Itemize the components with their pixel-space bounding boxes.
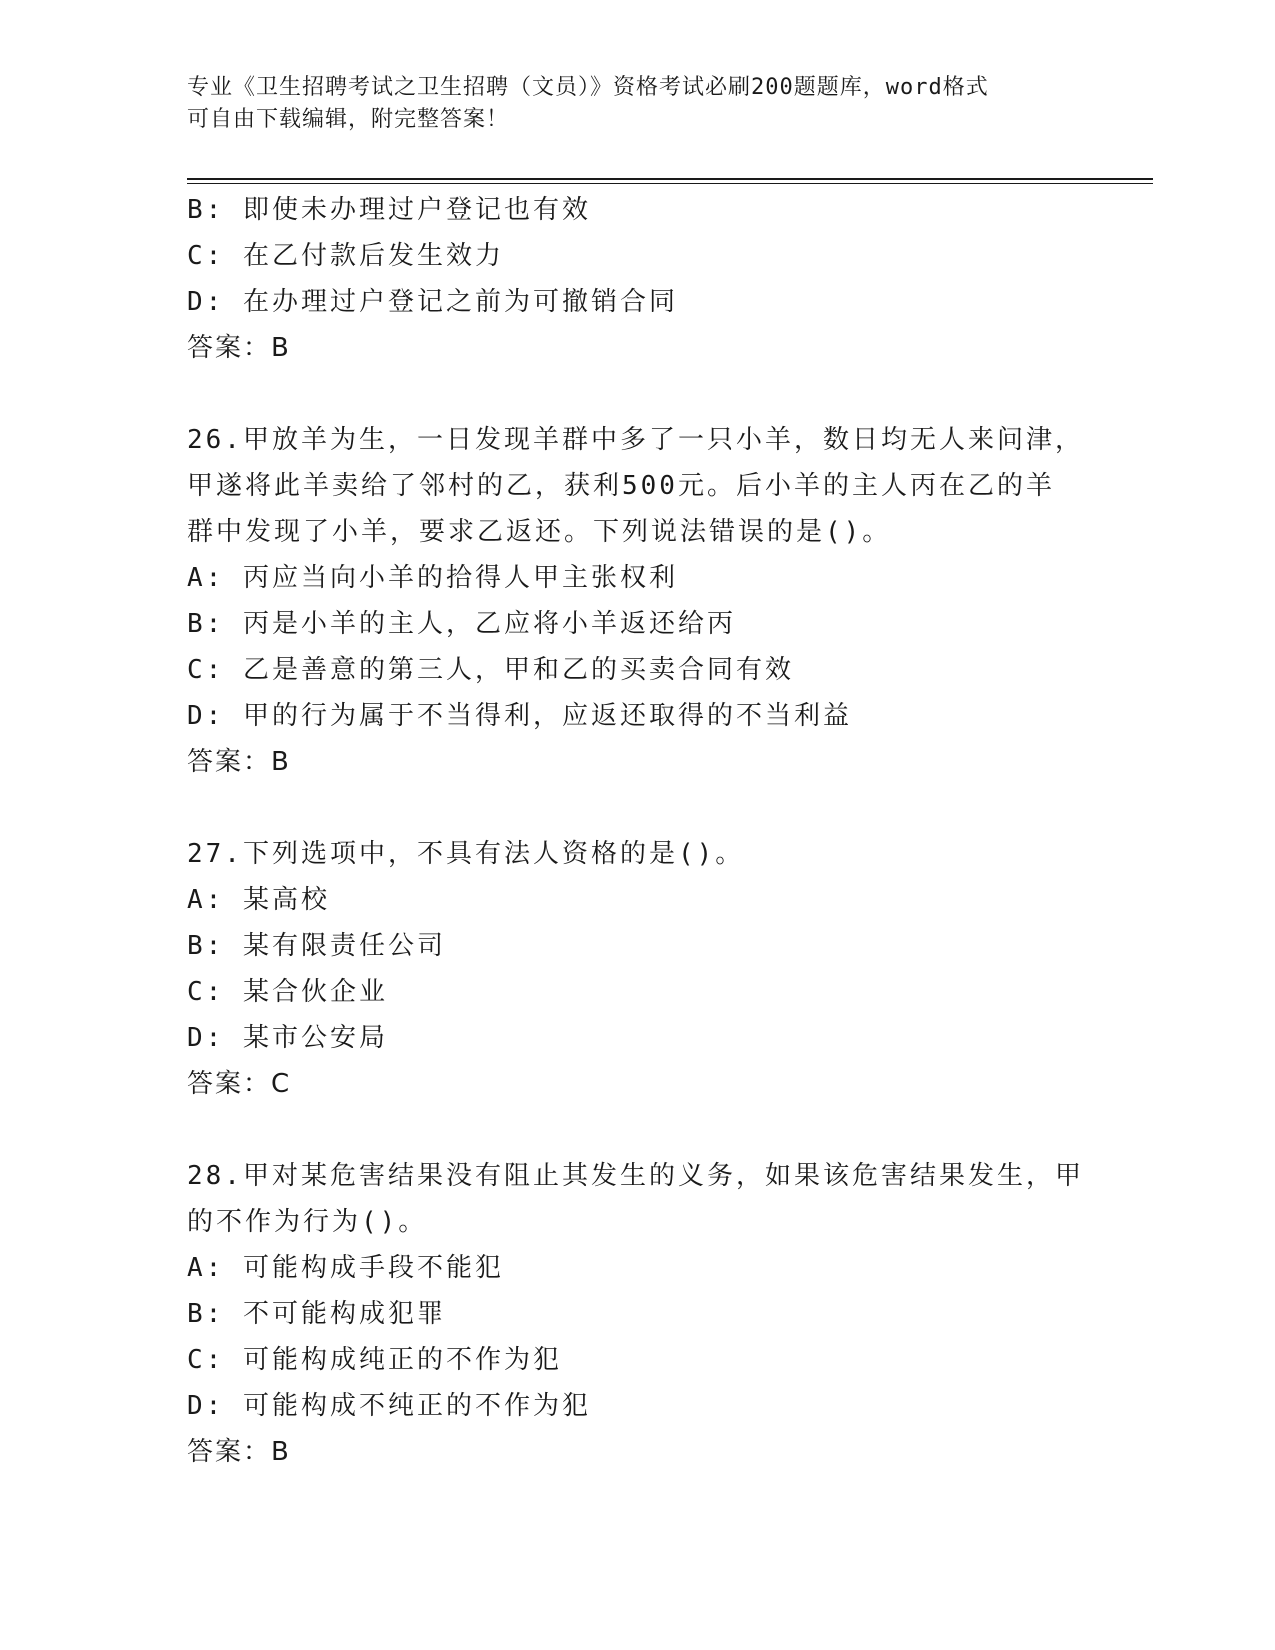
question-27	[187, 831, 1087, 1107]
question-stem-line: 27.下列选项中，不具有法人资格的是()。	[187, 839, 745, 869]
spacer	[187, 371, 1087, 417]
question-stem-line: 26.甲放羊为生，一日发现羊群中多了一只小羊，数日均无人来问津，	[187, 425, 1084, 455]
question-stem-line: 群中发现了小羊，要求乙返还。下列说法错误的是()。	[187, 517, 892, 547]
answer-line: 答案：B	[187, 1437, 291, 1467]
document-header	[187, 72, 1087, 136]
spacer	[187, 785, 1087, 831]
option-b: B: 即使未办理过户登记也有效	[187, 195, 591, 225]
header-divider-thin	[187, 183, 1153, 184]
option-c: C: 乙是善意的第三人，甲和乙的买卖合同有效	[187, 655, 794, 685]
option-c: C: 某合伙企业	[187, 977, 388, 1007]
option-a: A: 可能构成手段不能犯	[187, 1253, 504, 1283]
answer-line: 答案：C	[187, 1069, 292, 1099]
option-d: D: 在办理过户登记之前为可撤销合同	[187, 287, 678, 317]
question-content	[187, 187, 1087, 1475]
spacer	[187, 1107, 1087, 1153]
question-stem-line: 甲遂将此羊卖给了邻村的乙，获利500元。后小羊的主人丙在乙的羊	[187, 471, 1055, 501]
answer-line: 答案：B	[187, 747, 291, 777]
header-divider	[187, 178, 1153, 180]
option-d: D: 某市公安局	[187, 1023, 388, 1053]
header-title-line2: 可自由下载编辑，附完整答案！	[187, 107, 510, 132]
option-b: B: 丙是小羊的主人，乙应将小羊返还给丙	[187, 609, 736, 639]
option-b: B: 某有限责任公司	[187, 931, 446, 961]
option-d: D: 甲的行为属于不当得利，应返还取得的不当利益	[187, 701, 852, 731]
question-28	[187, 1153, 1087, 1475]
option-d: D: 可能构成不纯正的不作为犯	[187, 1391, 591, 1421]
header-title-line1: 专业《卫生招聘考试之卫生招聘（文员）》资格考试必刷200题题库，word格式	[187, 75, 989, 100]
option-b: B: 不可能构成犯罪	[187, 1299, 446, 1329]
question-26	[187, 417, 1087, 785]
question-stem-line: 的不作为行为()。	[187, 1207, 428, 1237]
option-a: A: 丙应当向小羊的拾得人甲主张权利	[187, 563, 678, 593]
option-a: A: 某高校	[187, 885, 330, 915]
option-c: C: 可能构成纯正的不作为犯	[187, 1345, 562, 1375]
question-25-continued	[187, 187, 1087, 371]
answer-line: 答案：B	[187, 333, 291, 363]
question-stem-line: 28.甲对某危害结果没有阻止其发生的义务，如果该危害结果发生，甲	[187, 1161, 1084, 1191]
option-c: C: 在乙付款后发生效力	[187, 241, 504, 271]
